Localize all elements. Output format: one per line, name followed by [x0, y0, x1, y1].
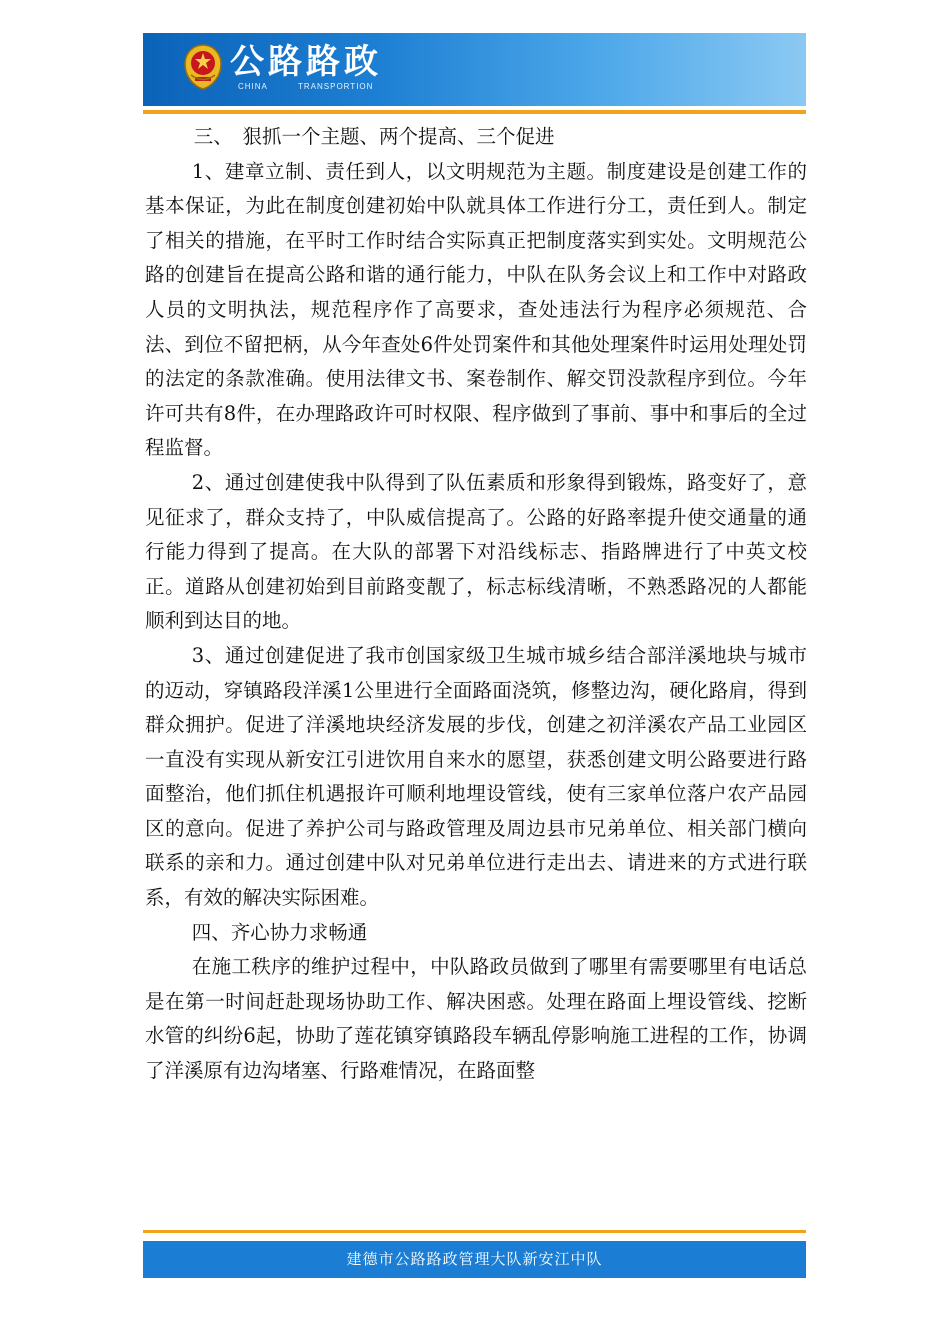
paragraph-4: 在施工秩序的维护过程中，中队路政员做到了哪里有需要哪里有电话总是在第一时间赶赴现场协助工作、解决困惑。处理在路面上埋设管线、挖断水管的纠纷6起，协助了莲花镇穿镇路段车辆乱停影响施工进程的工作，协调了洋溪原有边沟堵塞、行路难情况，在路面整 — [145, 955, 807, 1083]
national-emblem-icon — [182, 42, 224, 92]
paragraph-3: 3、通过创建促进了我市创国家级卫生城市城乡结合部洋溪地块与城市的迈动，穿镇路段洋溪1公里进行全面路面浇筑，修整边沟，硬化路肩，得到群众拥护。促进了洋溪地块经济发展的步伐，创建之初洋溪农产品工业园区一直没有实现从新安江引进饮用自来水的愿望，获悉创建文明公路要进行路面整治，他们抓住机遇报许可顺利地埋设管线，使有三家单位落户农产品园区的意向。促进了养护公司与路政管理及周边县市兄弟单位、相关部门横向联系的亲和力。通过创建中队对兄弟单位进行走出去、请进来的方式进行联系，有效的解决实际困难。 — [145, 643, 807, 910]
footer-divider — [143, 1230, 806, 1233]
section-heading-4: 四、齐心协力求畅通 — [191, 920, 368, 944]
brand-subtitle-transportion: TRANSPORTION — [298, 82, 374, 91]
brand-subtitle-china: CHINA — [238, 82, 268, 91]
footer-banner: 建德市公路路政管理大队新安江中队 — [143, 1241, 806, 1278]
paragraph-2: 2、通过创建使我中队得到了队伍素质和形象得到锻炼，路变好了，意见征求了，群众支持了，中队威信提高了。公路的好路率提升使交通量的通行能力得到了提高。在大队的部署下对沿线标志、指路牌进行了中英文校正。道路从创建初始到目前路变靓了，标志标线清晰，不熟悉路况的人都能顺利到达目的地。 — [145, 470, 807, 633]
paragraph-1: 1、建章立制、责任到人，以文明规范为主题。制度建设是创建工作的基本保证，为此在制度创建初始中队就具体工作进行分工，责任到人。制定了相关的措施，在平时工作时结合实际真正把制度落实到实处。文明规范公路的创建旨在提高公路和谐的通行能力，中队在队务会议上和工作中对路政人员的文明执法，规范程序作了高要求，查处违法行为程序必须规范、合法、到位不留把柄，从今年查处6件处罚案件和其他处理案件时运用处理处罚的法定的条款准确。使用法律文书、案卷制作、解交罚没款程序到位。今年许可共有8件，在办理路政许可时权限、程序做到了事前、事中和事后的全过程监督。 — [145, 159, 807, 460]
document-body — [145, 120, 807, 1089]
section-heading-3: 三、 狠抓一个主题、两个提高、三个促进 — [193, 125, 555, 148]
brand-title: 公路路政 — [230, 42, 382, 82]
header-divider — [143, 110, 806, 114]
